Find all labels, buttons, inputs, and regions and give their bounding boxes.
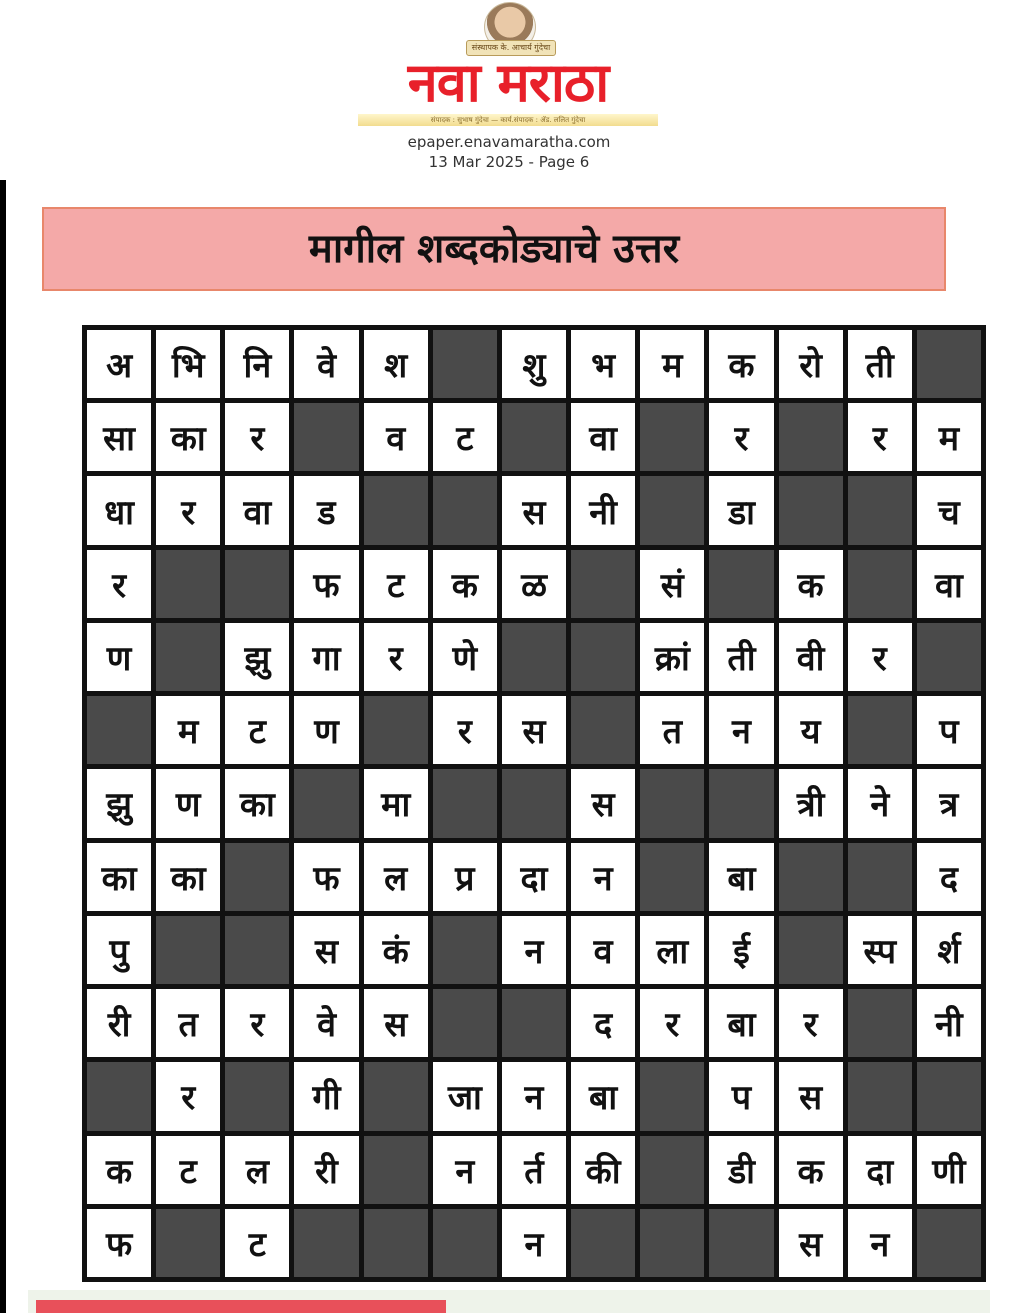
grid-letter-cell: का [156, 403, 220, 471]
grid-block-cell [709, 550, 773, 618]
grid-letter-cell: वा [571, 403, 635, 471]
grid-letter-cell: कं [364, 916, 428, 984]
grid-letter-cell: री [294, 1136, 358, 1204]
grid-letter-cell: सा [87, 403, 151, 471]
founder-ribbon: संस्थापक के. आचार्य गुंदेचा [466, 40, 556, 56]
grid-letter-cell: णे [433, 623, 497, 691]
grid-letter-cell: र [225, 403, 289, 471]
source-url[interactable]: epaper.enavamaratha.com [407, 133, 611, 151]
grid-letter-cell: स्प [848, 916, 912, 984]
date-page: 13 Mar 2025 - Page 6 [428, 153, 590, 171]
grid-letter-cell: की [571, 1136, 635, 1204]
next-section-banner [36, 1300, 446, 1313]
grid-letter-cell: का [87, 843, 151, 911]
grid-block-cell [640, 476, 704, 544]
grid-block-cell [640, 843, 704, 911]
newspaper-header [0, 0, 1018, 178]
page-title: मागील शब्दकोड्याचे उत्तर [308, 225, 680, 272]
grid-block-cell [225, 843, 289, 911]
grid-block-cell [571, 696, 635, 764]
grid-letter-cell: झु [225, 623, 289, 691]
grid-letter-cell: व [571, 916, 635, 984]
grid-letter-cell: ळ [502, 550, 566, 618]
grid-letter-cell: णी [917, 1136, 981, 1204]
grid-letter-cell: म [917, 403, 981, 471]
grid-letter-cell: ल [364, 843, 428, 911]
grid-block-cell [502, 623, 566, 691]
grid-letter-cell: त्र [917, 769, 981, 837]
grid-letter-cell: र [848, 623, 912, 691]
grid-block-cell [917, 1062, 981, 1130]
grid-letter-cell: स [571, 769, 635, 837]
grid-letter-cell: फ [294, 550, 358, 618]
grid-letter-cell: बा [571, 1062, 635, 1130]
grid-letter-cell: र्श [917, 916, 981, 984]
grid-letter-cell: ने [848, 769, 912, 837]
grid-block-cell [848, 843, 912, 911]
grid-block-cell [709, 769, 773, 837]
grid-block-cell [364, 696, 428, 764]
grid-block-cell [87, 1062, 151, 1130]
title-banner [42, 207, 946, 291]
grid-letter-cell: न [502, 1209, 566, 1277]
grid-block-cell [433, 989, 497, 1057]
grid-letter-cell: न [709, 696, 773, 764]
grid-block-cell [156, 623, 220, 691]
grid-block-cell [156, 916, 220, 984]
grid-block-cell [364, 1209, 428, 1277]
grid-letter-cell: धा [87, 476, 151, 544]
grid-letter-cell: त [156, 989, 220, 1057]
grid-letter-cell: क [709, 330, 773, 398]
grid-letter-cell: श [364, 330, 428, 398]
grid-letter-cell: न [848, 1209, 912, 1277]
grid-letter-cell: का [225, 769, 289, 837]
grid-block-cell [571, 623, 635, 691]
grid-letter-cell: ण [156, 769, 220, 837]
grid-letter-cell: ल [225, 1136, 289, 1204]
grid-letter-cell: नी [571, 476, 635, 544]
grid-letter-cell: शु [502, 330, 566, 398]
grid-block-cell [364, 1062, 428, 1130]
grid-letter-cell: र [848, 403, 912, 471]
grid-letter-cell: क [779, 550, 843, 618]
grid-block-cell [294, 769, 358, 837]
grid-letter-cell: ती [848, 330, 912, 398]
grid-block-cell [364, 476, 428, 544]
grid-letter-cell: प्र [433, 843, 497, 911]
grid-block-cell [433, 1209, 497, 1277]
grid-block-cell [502, 989, 566, 1057]
grid-letter-cell: झु [87, 769, 151, 837]
grid-letter-cell: स [502, 696, 566, 764]
grid-letter-cell: रो [779, 330, 843, 398]
grid-letter-cell: व [364, 403, 428, 471]
grid-block-cell [433, 330, 497, 398]
grid-letter-cell: त [640, 696, 704, 764]
grid-block-cell [917, 1209, 981, 1277]
grid-letter-cell: र [87, 550, 151, 618]
grid-block-cell [87, 696, 151, 764]
grid-letter-cell: ला [640, 916, 704, 984]
grid-block-cell [433, 769, 497, 837]
grid-letter-cell: नी [917, 989, 981, 1057]
grid-letter-cell: क्रां [640, 623, 704, 691]
grid-block-cell [640, 769, 704, 837]
grid-letter-cell: ट [156, 1136, 220, 1204]
grid-letter-cell: र [364, 623, 428, 691]
grid-letter-cell: गी [294, 1062, 358, 1130]
grid-block-cell [571, 550, 635, 618]
grid-letter-cell: वे [294, 330, 358, 398]
grid-letter-cell: क [779, 1136, 843, 1204]
masthead-logo: नवा मराठा [407, 51, 609, 114]
grid-letter-cell: वी [779, 623, 843, 691]
grid-letter-cell: स [294, 916, 358, 984]
grid-letter-cell: य [779, 696, 843, 764]
grid-letter-cell: द [917, 843, 981, 911]
grid-letter-cell: वे [294, 989, 358, 1057]
grid-block-cell [779, 476, 843, 544]
masthead-tagline: संपादक : सुभाष गुंदेचा — कार्य.संपादक : ॲड. ललित गुंदेचा [358, 114, 658, 126]
grid-letter-cell: न [502, 1062, 566, 1130]
grid-letter-cell: च [917, 476, 981, 544]
grid-letter-cell: भ [571, 330, 635, 398]
grid-block-cell [225, 550, 289, 618]
grid-block-cell [640, 403, 704, 471]
grid-letter-cell: ट [433, 403, 497, 471]
grid-block-cell [917, 623, 981, 691]
grid-letter-cell: म [640, 330, 704, 398]
grid-letter-cell: क [87, 1136, 151, 1204]
grid-letter-cell: भि [156, 330, 220, 398]
grid-letter-cell: डा [709, 476, 773, 544]
grid-letter-cell: दा [502, 843, 566, 911]
grid-letter-cell: न [502, 916, 566, 984]
grid-letter-cell: वा [225, 476, 289, 544]
grid-block-cell [640, 1136, 704, 1204]
grid-letter-cell: बा [709, 989, 773, 1057]
grid-letter-cell: स [364, 989, 428, 1057]
grid-block-cell [917, 330, 981, 398]
grid-block-cell [433, 476, 497, 544]
grid-letter-cell: अ [87, 330, 151, 398]
grid-block-cell [364, 1136, 428, 1204]
grid-letter-cell: क [433, 550, 497, 618]
grid-letter-cell: ई [709, 916, 773, 984]
grid-letter-cell: सं [640, 550, 704, 618]
grid-block-cell [848, 476, 912, 544]
grid-letter-cell: र [640, 989, 704, 1057]
crossword-answer-grid [82, 325, 986, 1282]
grid-block-cell [848, 1062, 912, 1130]
grid-letter-cell: फ [294, 843, 358, 911]
grid-letter-cell: प [917, 696, 981, 764]
grid-block-cell [779, 403, 843, 471]
grid-block-cell [709, 1209, 773, 1277]
grid-block-cell [779, 916, 843, 984]
grid-letter-cell: गा [294, 623, 358, 691]
grid-letter-cell: म [156, 696, 220, 764]
page-edge-bar [0, 180, 6, 1313]
grid-letter-cell: ण [87, 623, 151, 691]
grid-letter-cell: फ [87, 1209, 151, 1277]
grid-block-cell [294, 1209, 358, 1277]
grid-block-cell [225, 916, 289, 984]
grid-letter-cell: नि [225, 330, 289, 398]
grid-letter-cell: ड [294, 476, 358, 544]
grid-block-cell [433, 916, 497, 984]
grid-letter-cell: जा [433, 1062, 497, 1130]
grid-block-cell [502, 403, 566, 471]
grid-letter-cell: र [225, 989, 289, 1057]
grid-block-cell [225, 1062, 289, 1130]
grid-letter-cell: र [156, 1062, 220, 1130]
grid-block-cell [779, 843, 843, 911]
grid-letter-cell: ट [364, 550, 428, 618]
grid-letter-cell: त्री [779, 769, 843, 837]
grid-letter-cell: ण [294, 696, 358, 764]
grid-letter-cell: र [433, 696, 497, 764]
grid-block-cell [502, 769, 566, 837]
grid-block-cell [640, 1062, 704, 1130]
grid-letter-cell: का [156, 843, 220, 911]
grid-letter-cell: दा [848, 1136, 912, 1204]
grid-block-cell [640, 1209, 704, 1277]
grid-letter-cell: बा [709, 843, 773, 911]
grid-letter-cell: द [571, 989, 635, 1057]
grid-letter-cell: प [709, 1062, 773, 1130]
grid-letter-cell: र [156, 476, 220, 544]
grid-letter-cell: स [779, 1062, 843, 1130]
grid-block-cell [571, 1209, 635, 1277]
grid-letter-cell: न [571, 843, 635, 911]
grid-letter-cell: मा [364, 769, 428, 837]
grid-block-cell [156, 550, 220, 618]
grid-letter-cell: ती [709, 623, 773, 691]
grid-letter-cell: ट [225, 1209, 289, 1277]
grid-letter-cell: ट [225, 696, 289, 764]
grid-letter-cell: स [502, 476, 566, 544]
grid-block-cell [848, 550, 912, 618]
grid-letter-cell: वा [917, 550, 981, 618]
grid-letter-cell: र [779, 989, 843, 1057]
grid-letter-cell: र्त [502, 1136, 566, 1204]
grid-letter-cell: स [779, 1209, 843, 1277]
grid-block-cell [294, 403, 358, 471]
grid-block-cell [848, 989, 912, 1057]
grid-letter-cell: पु [87, 916, 151, 984]
grid-letter-cell: न [433, 1136, 497, 1204]
grid-letter-cell: डी [709, 1136, 773, 1204]
grid-letter-cell: री [87, 989, 151, 1057]
grid-block-cell [848, 696, 912, 764]
grid-letter-cell: र [709, 403, 773, 471]
grid-block-cell [156, 1209, 220, 1277]
